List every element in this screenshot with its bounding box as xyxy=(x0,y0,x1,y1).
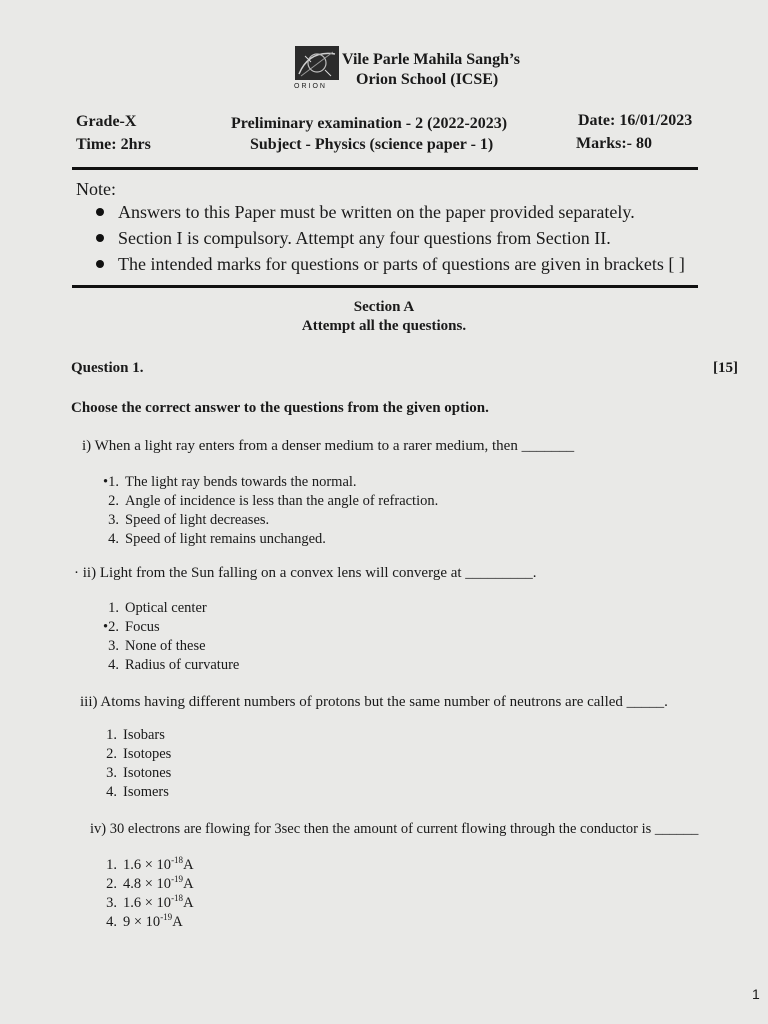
option-item: 4. Radius of curvature xyxy=(108,657,240,673)
option-item: 3. $1.6 \times 10^{-18}A$ xyxy=(106,893,194,911)
subquestion-text: i) When a light ray enters from a denser medium to a rarer medium, then _______ xyxy=(82,438,575,454)
section-title: Section A xyxy=(353,299,415,315)
note-divider xyxy=(72,285,698,288)
bullet-icon xyxy=(96,260,104,268)
note-title: Note: xyxy=(76,179,116,199)
option-item: 4. Isomers xyxy=(106,784,169,800)
option-item: 4. Speed of light remains unchanged. xyxy=(108,531,326,547)
option-item: 3. Isotones xyxy=(106,765,172,781)
exam-title: Preliminary examination - 2 (2022-2023) xyxy=(231,115,508,132)
option-item: •2. Focus xyxy=(103,619,160,635)
school-name-line2: Orion School (ICSE) xyxy=(356,71,499,88)
subject-title: Subject - Physics (science paper - 1) xyxy=(250,136,494,153)
school-name-line1: Vile Parle Mahila Sangh’s xyxy=(342,51,520,68)
option-item: 2. Angle of incidence is less than the angle of refraction. xyxy=(108,493,439,509)
question-title: Question 1. xyxy=(71,360,144,376)
option-item: 2. Isotopes xyxy=(106,746,172,762)
option-item: 3. Speed of light decreases. xyxy=(108,512,270,528)
note-item: Section I is compulsory. Attempt any four questions from Section II. xyxy=(96,228,611,249)
school-logo xyxy=(295,46,339,80)
subquestion-text: · ii) Light from the Sun falling on a convex lens will converge at _________. xyxy=(74,565,537,581)
logo-caption: ORION xyxy=(294,83,327,90)
option-item: 1. Isobars xyxy=(106,727,165,743)
note-item: Answers to this Paper must be written on the paper provided separately. xyxy=(96,202,635,223)
grade-label: Grade-X xyxy=(76,113,137,130)
marks-label: Marks:- 80 xyxy=(576,135,652,152)
option-item: 2. $4.8 \times 10^{-19}A$ xyxy=(106,874,194,892)
date-label: Date: 16/01/2023 xyxy=(578,112,693,129)
page-number: 1 xyxy=(752,986,760,1002)
bullet-icon xyxy=(96,208,104,216)
question-marks: [15] xyxy=(713,360,738,376)
header-divider xyxy=(72,167,698,170)
note-item: The intended marks for questions or parts of questions are given in brackets [ ] xyxy=(96,254,685,275)
bullet-icon xyxy=(96,234,104,242)
section-subtitle: Attempt all the questions. xyxy=(301,318,467,334)
option-item: •1. The light ray bends towards the normal. xyxy=(103,474,357,490)
option-item: 1. Optical center xyxy=(108,600,207,616)
subquestion-text: iv) 30 electrons are flowing for 3sec then the amount of current flowing through the conductor is ______ xyxy=(90,821,699,837)
subquestion-text: iii) Atoms having different numbers of protons but the same number of neutrons are called _____. xyxy=(80,694,668,710)
question-instruction: Choose the correct answer to the questions from the given option. xyxy=(71,400,489,416)
option-item: 4. $9 \times 10^{-19}A$ xyxy=(106,912,183,930)
option-item: 1. $1.6 \times 10^{-18}A$ xyxy=(106,855,194,873)
option-item: 3. None of these xyxy=(108,638,206,654)
time-label: Time: 2hrs xyxy=(76,136,151,153)
